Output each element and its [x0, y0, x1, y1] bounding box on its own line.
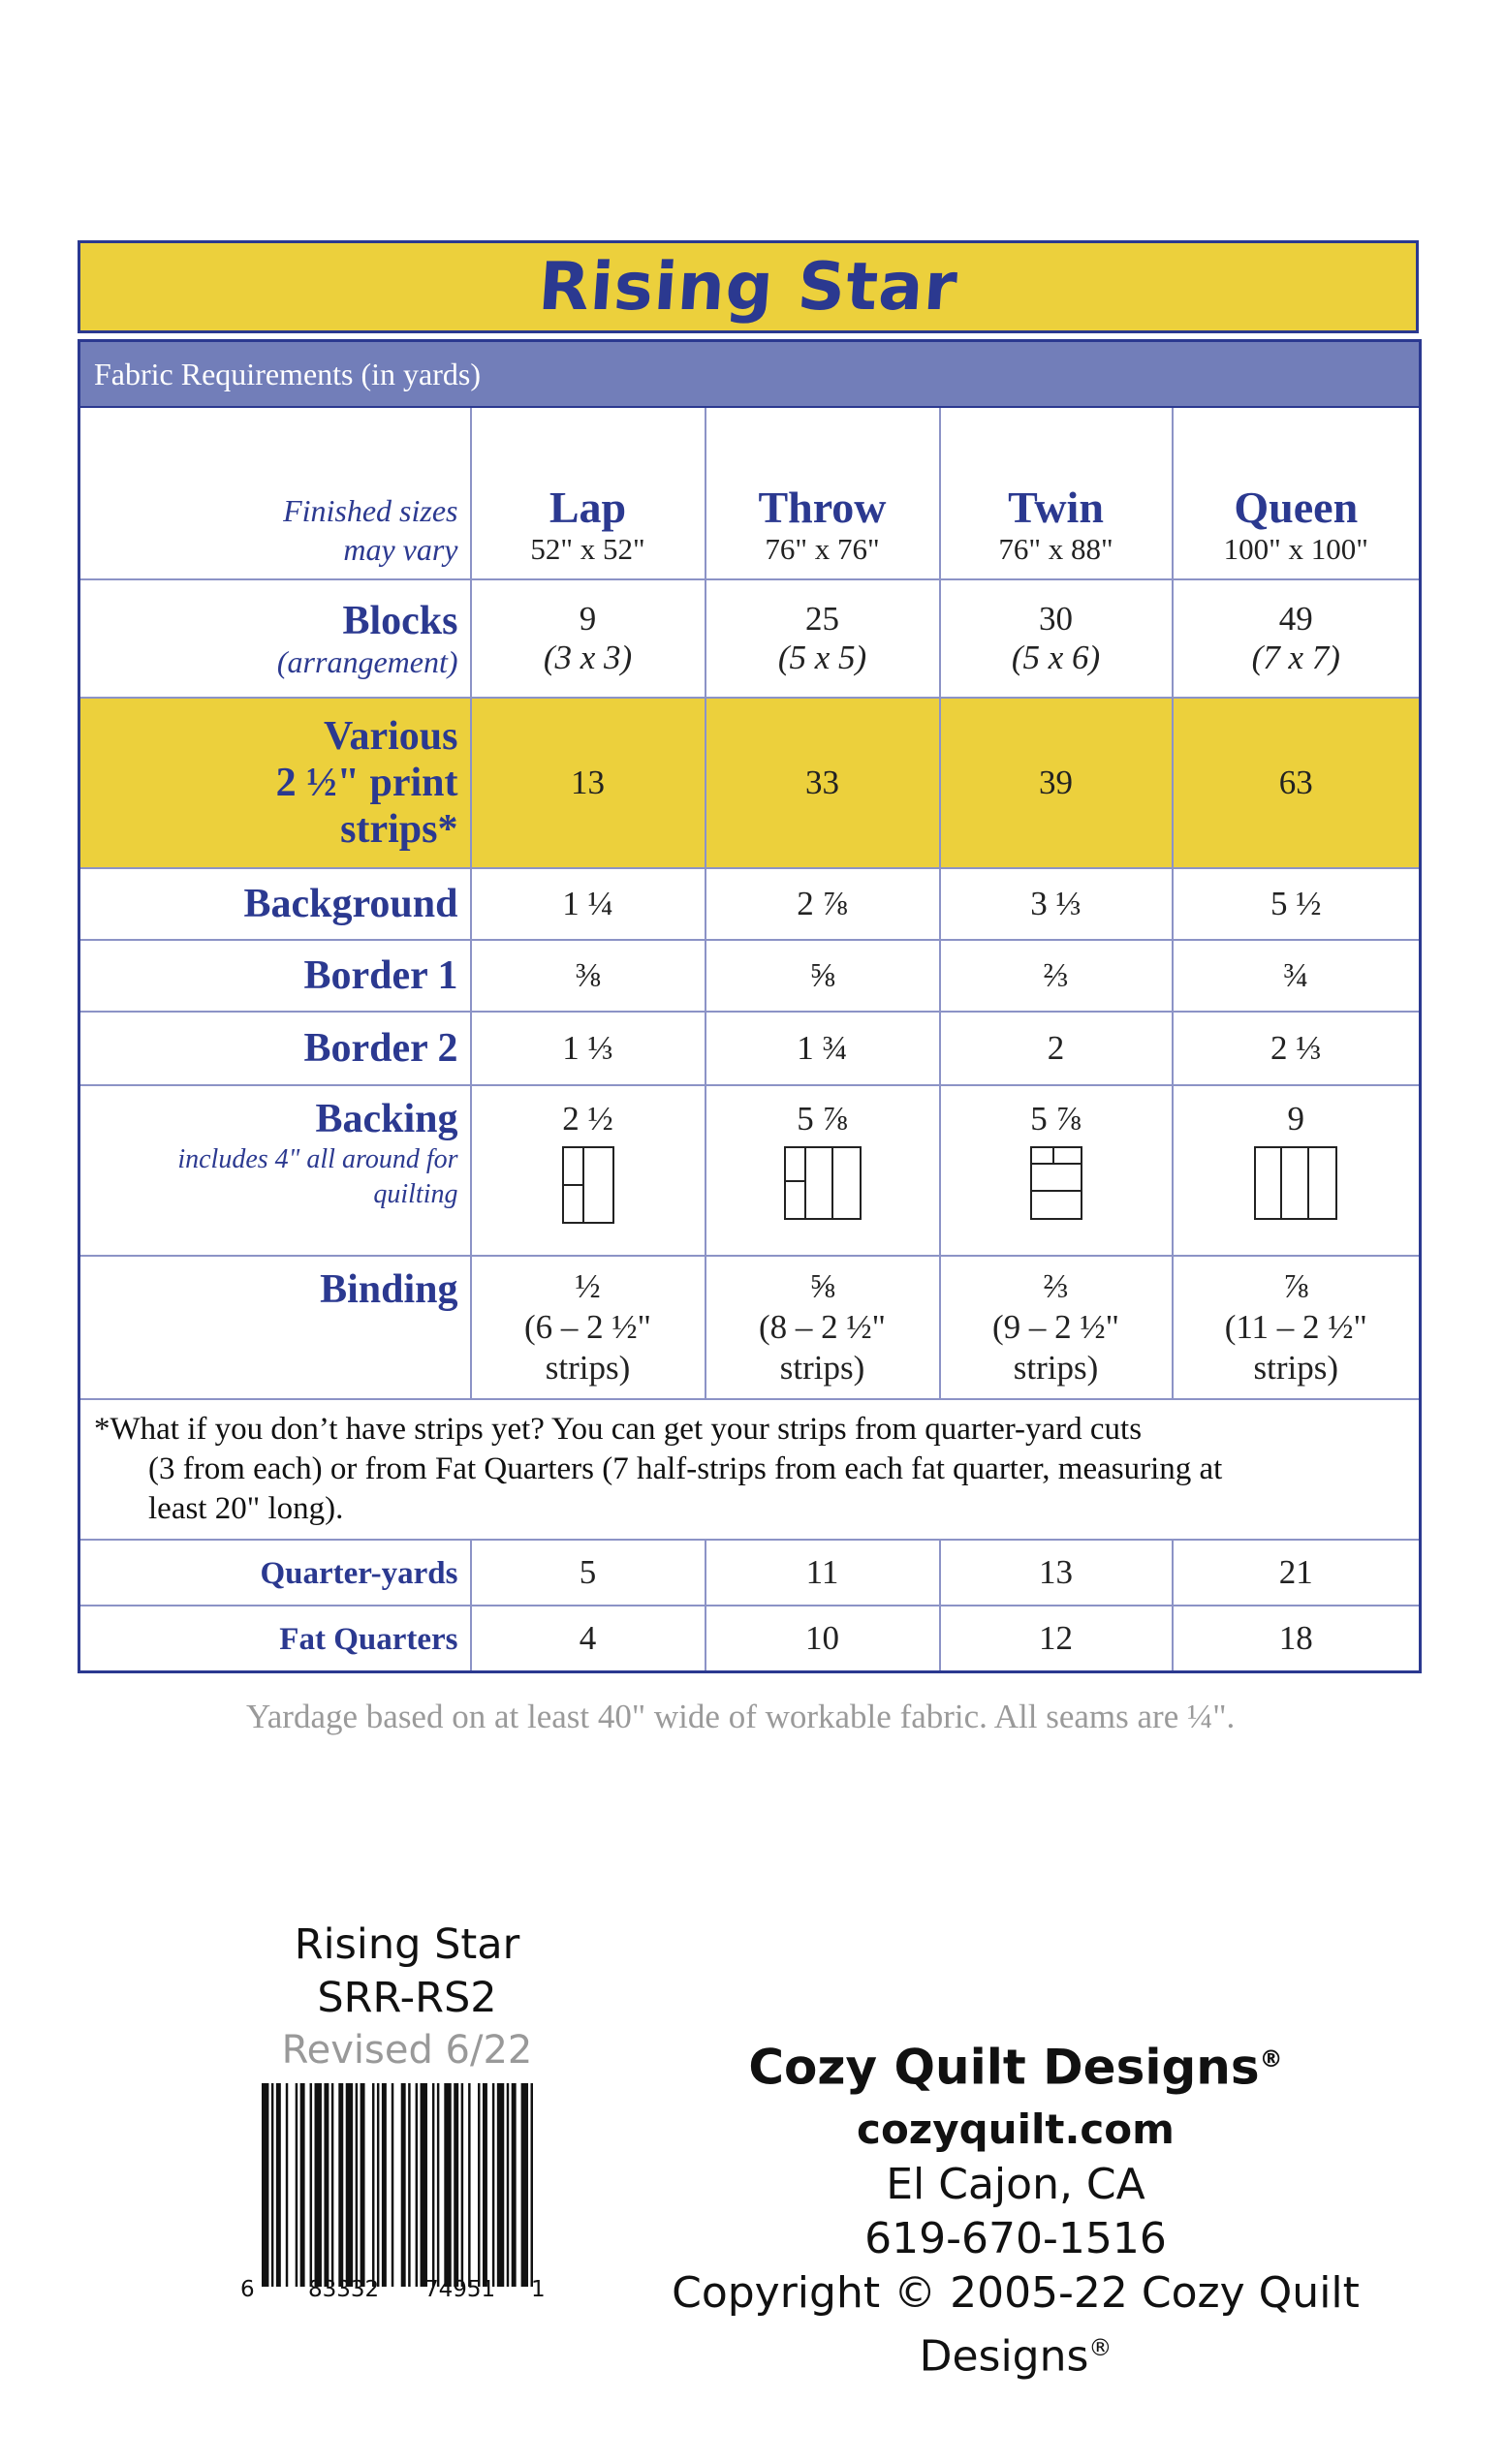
strips-label-line-1: Various: [324, 714, 458, 759]
quarter-yards-label: Quarter-yards: [260, 1556, 458, 1591]
binding-queen: [1173, 1256, 1421, 1399]
quarter-yards-lap: 5: [471, 1540, 705, 1606]
size-twin: [940, 407, 1173, 579]
product-name: Rising Star: [294, 1920, 520, 1969]
quarter-yards-row: [79, 1540, 1421, 1606]
size-dimensions: 52" x 52": [530, 532, 645, 566]
border2-throw: 1 ¾: [705, 1012, 940, 1085]
registered-mark: ®: [1088, 2333, 1113, 2361]
size-name: Queen: [1234, 483, 1359, 532]
strips-queen: 63: [1173, 698, 1421, 868]
size-throw: [705, 407, 940, 579]
sizes-row: [79, 407, 1421, 579]
binding-strip-count: (8 – 2 ½": [759, 1308, 886, 1346]
block-count: 9: [579, 600, 597, 638]
backing-twin: [940, 1085, 1173, 1256]
quarter-yards-label-cell: [79, 1540, 471, 1606]
footnote-row: [79, 1399, 1421, 1540]
binding-strips-suffix: strips): [1253, 1349, 1339, 1387]
border2-label: Border 2: [303, 1026, 458, 1071]
background-label-cell: [79, 868, 471, 940]
backing-layout-diagram: [1030, 1146, 1082, 1220]
strips-footnote: [79, 1399, 1421, 1540]
strips-lap: 13: [471, 698, 705, 868]
binding-twin: [940, 1256, 1173, 1399]
copyright-text: Copyright © 2005-22 Cozy Quilt Designs: [672, 2267, 1360, 2382]
blocks-queen: [1173, 579, 1421, 698]
barcode: [262, 2083, 533, 2287]
blocks-throw: [705, 579, 940, 698]
strips-twin: 39: [940, 698, 1173, 868]
backing-lap: [471, 1085, 705, 1256]
fat-quarters-queen: 18: [1173, 1606, 1421, 1671]
backing-note-line-1: includes 4" all around for: [177, 1144, 458, 1174]
company-name: Cozy Quilt Designs: [748, 2039, 1260, 2096]
company-website[interactable]: cozyquilt.com: [857, 2105, 1175, 2153]
backing-row: [79, 1085, 1421, 1256]
border2-twin: 2: [940, 1012, 1173, 1085]
finished-note-line-1: Finished sizes: [283, 493, 458, 528]
size-lap: [471, 407, 705, 579]
border1-row: [79, 940, 1421, 1012]
binding-strips-suffix: strips): [545, 1349, 631, 1387]
fat-quarters-row: [79, 1606, 1421, 1671]
background-lap: 1 ¼: [471, 868, 705, 940]
backing-note-line-2: quilting: [373, 1179, 458, 1209]
binding-strip-count: (6 – 2 ½": [524, 1308, 651, 1346]
fat-quarters-label-cell: [79, 1606, 471, 1671]
blocks-twin: [940, 579, 1173, 698]
binding-strip-count: (11 – 2 ½": [1224, 1308, 1367, 1346]
footnote-line-2: (3 from each) or from Fat Quarters (7 half-strips from each fat quarter, measuring at: [148, 1451, 1223, 1486]
block-arrangement: (7 x 7): [1251, 639, 1340, 676]
binding-label: Binding: [320, 1267, 458, 1312]
table-header: Fabric Requirements (in yards): [79, 341, 1421, 408]
backing-yardage: 5 ⅞: [797, 1100, 848, 1138]
backing-yardage: 9: [1287, 1100, 1305, 1138]
page-title: Rising Star: [536, 248, 960, 326]
company-phone: 619-670-1516: [864, 2213, 1167, 2263]
border1-twin: ⅔: [940, 940, 1173, 1012]
border2-label-cell: [79, 1012, 471, 1085]
backing-layout-diagram: [562, 1146, 614, 1224]
fat-quarters-throw: 10: [705, 1606, 940, 1671]
binding-throw: [705, 1256, 940, 1399]
strips-throw: 33: [705, 698, 940, 868]
size-queen: [1173, 407, 1421, 579]
company-contact: [580, 2025, 1452, 2384]
background-queen: 5 ½: [1173, 868, 1421, 940]
border1-throw: ⅝: [705, 940, 940, 1012]
revision-date: Revised 6/22: [281, 2028, 533, 2073]
strips-label-line-2: 2 ½" print: [275, 761, 458, 805]
backing-label-cell: [79, 1085, 471, 1256]
barcode-digit-check: 1: [531, 2277, 546, 2302]
strips-label-cell: [79, 698, 471, 868]
fat-quarters-twin: 12: [940, 1606, 1173, 1671]
binding-yardage: ⅔: [1043, 1267, 1069, 1305]
border2-queen: 2 ⅓: [1173, 1012, 1421, 1085]
copyright-line: [580, 2266, 1452, 2385]
quarter-yards-throw: 11: [705, 1540, 940, 1606]
block-count: 49: [1278, 600, 1313, 638]
binding-yardage: ⅝: [809, 1267, 835, 1305]
quarter-yards-queen: 21: [1173, 1540, 1421, 1606]
size-name: Lap: [549, 483, 627, 532]
size-dimensions: 76" x 88": [998, 532, 1113, 566]
binding-strip-count: (9 – 2 ½": [992, 1308, 1119, 1346]
border1-queen: ¾: [1173, 940, 1421, 1012]
block-count: 30: [1039, 600, 1073, 638]
binding-strips-suffix: strips): [1013, 1349, 1099, 1387]
barcode-digit-right: 74951: [424, 2277, 496, 2302]
barcode-digit-system: 6: [240, 2277, 255, 2302]
registered-mark: ®: [1259, 2045, 1283, 2073]
border2-row: [79, 1012, 1421, 1085]
size-name: Throw: [758, 483, 887, 532]
finished-note-line-2: may vary: [343, 532, 458, 567]
product-info: [233, 1918, 581, 2075]
backing-throw: [705, 1085, 940, 1256]
binding-lap: [471, 1256, 705, 1399]
backing-label: Backing: [315, 1097, 458, 1141]
strips-row: [79, 698, 1421, 868]
block-arrangement: (3 x 3): [543, 639, 633, 676]
blocks-sublabel: (arrangement): [276, 643, 458, 679]
binding-row: [79, 1256, 1421, 1399]
size-name: Twin: [1008, 483, 1104, 532]
backing-layout-diagram: [1254, 1146, 1337, 1220]
blocks-lap: [471, 579, 705, 698]
company-city: El Cajon, CA: [886, 2159, 1145, 2209]
backing-yardage: 2 ½: [562, 1100, 613, 1138]
background-throw: 2 ⅞: [705, 868, 940, 940]
company-name-line: [580, 2025, 1452, 2102]
block-arrangement: (5 x 5): [777, 639, 867, 676]
border2-lap: 1 ⅓: [471, 1012, 705, 1085]
fat-quarters-lap: 4: [471, 1606, 705, 1671]
title-banner: [78, 240, 1419, 333]
backing-queen: [1173, 1085, 1421, 1256]
finished-sizes-note: [79, 407, 471, 579]
footnote-line-1: *What if you don’t have strips yet? You can get your strips from quarter-yard cuts: [94, 1412, 1143, 1447]
blocks-label: Blocks: [342, 598, 458, 643]
binding-yardage: ½: [575, 1267, 601, 1305]
backing-yardage: 5 ⅞: [1030, 1100, 1082, 1138]
binding-yardage: ⅞: [1283, 1267, 1309, 1305]
fat-quarters-label: Fat Quarters: [279, 1621, 458, 1657]
yardage-note: Yardage based on at least 40" wide of workable fabric. All seams are ¼".: [246, 1698, 1236, 1735]
block-count: 25: [805, 600, 839, 638]
footnote-line-3: least 20" long).: [148, 1491, 344, 1526]
background-row: [79, 868, 1421, 940]
blocks-row: [79, 579, 1421, 698]
block-arrangement: (5 x 6): [1011, 639, 1101, 676]
background-label: Background: [243, 882, 458, 926]
blocks-label-cell: [79, 579, 471, 698]
binding-strips-suffix: strips): [779, 1349, 865, 1387]
product-code: SRR-RS2: [317, 1974, 497, 2022]
size-dimensions: 100" x 100": [1223, 532, 1368, 566]
strips-label-line-3: strips*: [340, 807, 458, 852]
border1-label: Border 1: [303, 953, 458, 998]
table-header-row: [79, 341, 1421, 408]
backing-layout-diagram: [784, 1146, 862, 1220]
binding-label-cell: [79, 1256, 471, 1399]
size-dimensions: 76" x 76": [765, 532, 880, 566]
border1-lap: ⅜: [471, 940, 705, 1012]
barcode-digit-left: 83332: [308, 2277, 380, 2302]
background-twin: 3 ⅓: [940, 868, 1173, 940]
quarter-yards-twin: 13: [940, 1540, 1173, 1606]
border1-label-cell: [79, 940, 471, 1012]
fabric-requirements-table: [78, 339, 1422, 1673]
